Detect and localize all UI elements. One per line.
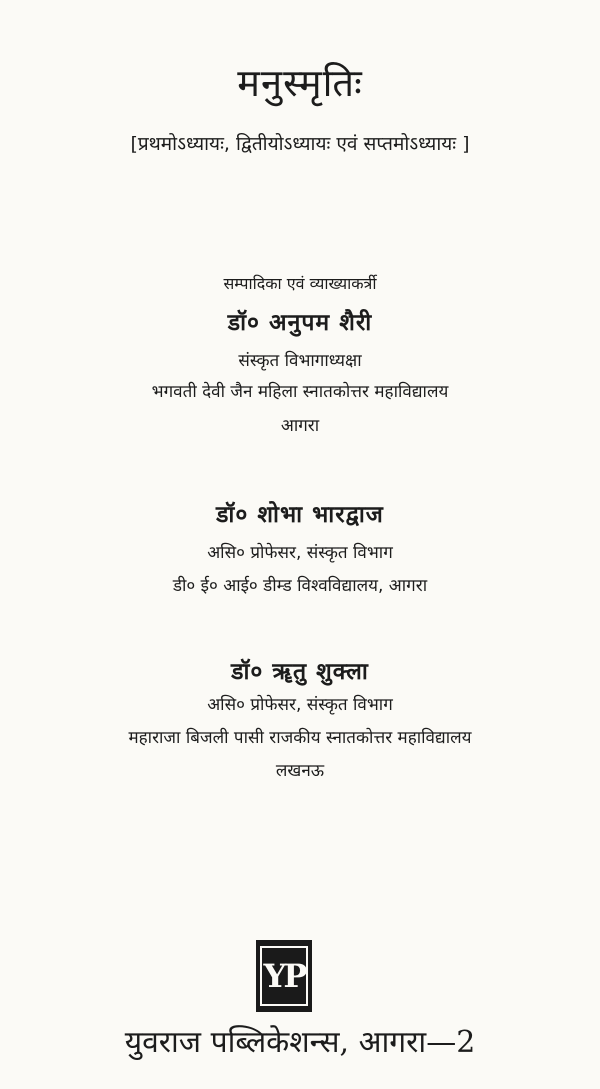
editor-affiliation: आगरा [280, 416, 320, 436]
editor-name: डॉ० ॠतु शुक्ला [231, 658, 369, 685]
editor-affiliation: महाराजा बिजली पासी राजकीय स्नातकोत्तर महाविद्यालय [128, 728, 472, 748]
editor-affiliation: संस्कृत विभागाध्यक्षा [238, 351, 362, 371]
editor-name: डॉ० अनुपम शैरी [227, 309, 373, 336]
editor-affiliation: डी० ई० आई० डीम्ड विश्वविद्यालय, आगरा [172, 576, 428, 596]
editor-affiliation: असि० प्रोफेसर, संस्कृत विभाग [207, 695, 393, 715]
editor-affiliation: असि० प्रोफेसर, संस्कृत विभाग [207, 543, 393, 563]
editor-name: डॉ० शोभा भारद्वाज [216, 501, 384, 528]
publisher-logo [256, 940, 312, 1012]
editor-role: सम्पादिका एवं व्याख्याकर्त्री [223, 274, 377, 293]
publisher-name: युवराज पब्लिकेशन्स, आगरा—2 [124, 1025, 476, 1060]
editor-affiliation: लखनऊ [275, 761, 325, 781]
book-title: मनुस्मृतिः [237, 61, 363, 105]
book-subtitle: [प्रथमोऽध्यायः, द्वितीयोऽध्यायः एवं सप्तमोऽध्यायः ] [130, 133, 470, 155]
publisher-logo-text: YP [263, 957, 305, 995]
editor-affiliation: भगवती देवी जैन महिला स्नातकोत्तर महाविद्यालय [151, 382, 449, 402]
